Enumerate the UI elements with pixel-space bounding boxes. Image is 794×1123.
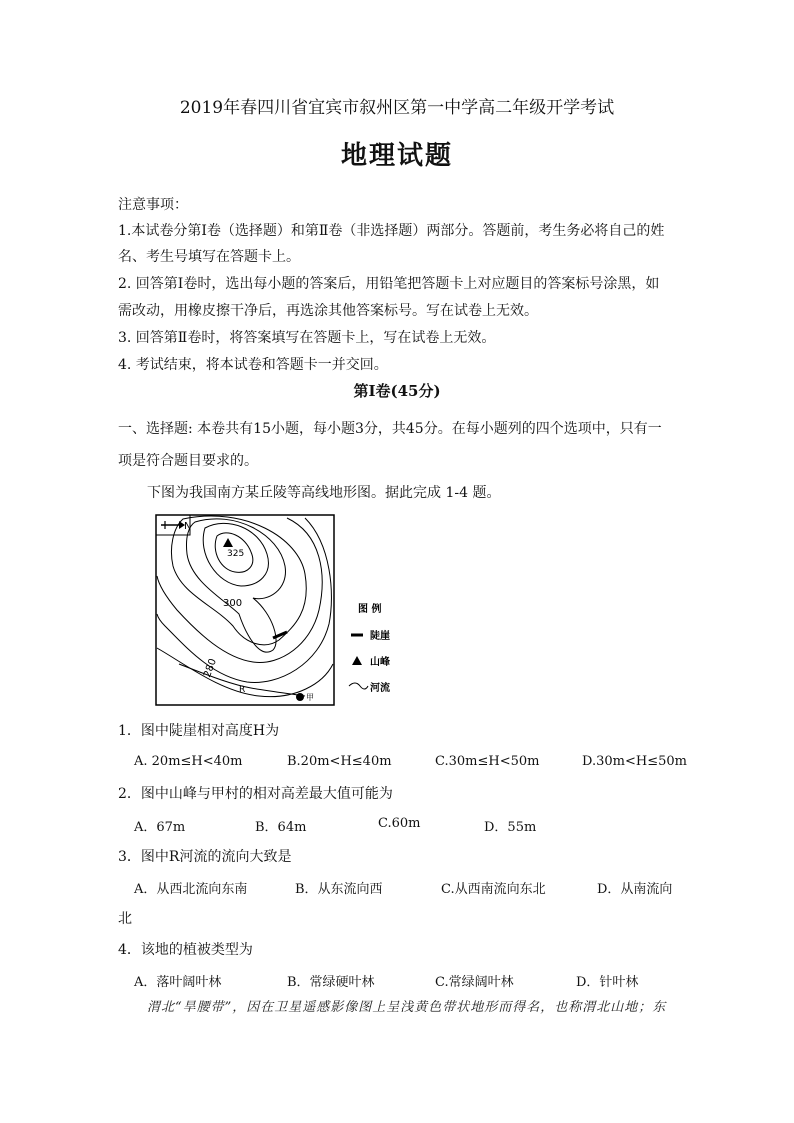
option-wrap: 北 [118, 911, 132, 927]
contour-label-300: 300 [223, 598, 243, 609]
figure-intro: 下图为我国南方某丘陵等高线地形图。据此完成 1-4 题。 [147, 485, 501, 501]
option: C.30m≤H<50m [435, 754, 540, 769]
contour-label-280: 280 [202, 657, 219, 680]
legend-title: 图 例 [358, 604, 382, 615]
option: A．从西北流向东南 [134, 882, 248, 897]
question-stem: 3．图中R河流的流向大致是 [118, 849, 292, 865]
notice-line: 2. 回答第Ⅰ卷时，选出每小题的答案后，用铅笔把答题卡上对应题目的答案标号涂黑，如 [118, 276, 660, 292]
notice-line: 3. 回答第Ⅱ卷时，将答案填写在答题卡上，写在试卷上无效。 [118, 330, 496, 346]
option: D．针叶林 [576, 975, 639, 990]
notice-line: 需改动，用橡皮擦干净后，再选涂其他答案标号。写在试卷上无效。 [118, 303, 538, 319]
notice-heading: 注意事项： [118, 197, 188, 213]
legend-peak-label: 山峰 [370, 657, 390, 668]
village-icon [296, 693, 304, 701]
contour-map [155, 514, 405, 710]
option: D．从南流向 [597, 882, 673, 897]
section-title: 第Ⅰ卷(45分) [353, 382, 441, 400]
map-frame [156, 515, 334, 705]
question-stem: 1．图中陡崖相对高度H为 [118, 723, 280, 739]
legend-river-label: 河流 [370, 683, 390, 694]
exam-title: 2019年春四川省宜宾市叙州区第一中学高二年级开学考试 [179, 98, 615, 118]
peak-elevation: 325 [227, 549, 245, 559]
option: A. 20m≤H<40m [134, 754, 243, 769]
contour-line [157, 518, 322, 662]
notice-line: 名、考生号填写在答题卡上。 [118, 249, 300, 265]
river-label: R [239, 685, 246, 695]
option: B．64m [255, 820, 307, 835]
option: B．从东流向西 [295, 882, 383, 897]
north-label: N [184, 521, 192, 532]
subject-title: 地理试题 [340, 141, 453, 171]
section-instruction: 项是符合题目要求的。 [118, 453, 258, 469]
option: C.常绿阔叶林 [435, 975, 514, 990]
option: C.60m [378, 816, 421, 831]
notice-line: 4. 考试结束，将本试卷和答题卡一并交回。 [118, 357, 388, 373]
question-stem: 2．图中山峰与甲村的相对高差最大值可能为 [118, 786, 393, 802]
option: D.30m<H≤50m [582, 754, 687, 769]
option: B.20m<H≤40m [287, 754, 392, 769]
option: B．常绿硬叶林 [287, 975, 375, 990]
section-instruction: 一、选择题: 本卷共有15小题，每小题3分，共45分。在每小题列的四个选项中，只有一 [118, 421, 662, 437]
option: A．落叶阔叶林 [134, 975, 222, 990]
option: C.从西南流向东北 [441, 882, 546, 897]
legend-river-icon [349, 683, 368, 689]
legend-cliff-label: 陡崖 [370, 631, 390, 642]
passage-text: 渭北“旱腰带”，因在卫星遥感影像图上呈浅黄色带状地形而得名，也称渭北山地；东 [147, 1000, 667, 1015]
village-label: 甲 [306, 693, 314, 702]
option: D．55m [484, 820, 537, 835]
option: A．67m [134, 820, 186, 835]
question-stem: 4．该地的植被类型为 [118, 942, 253, 958]
notice-line: 1.本试卷分第Ⅰ卷（选择题）和第Ⅱ卷（非选择题）两部分。答题前，考生务必将自己的姓 [118, 223, 665, 239]
legend-peak-icon [352, 656, 362, 665]
peak-icon [223, 538, 233, 547]
